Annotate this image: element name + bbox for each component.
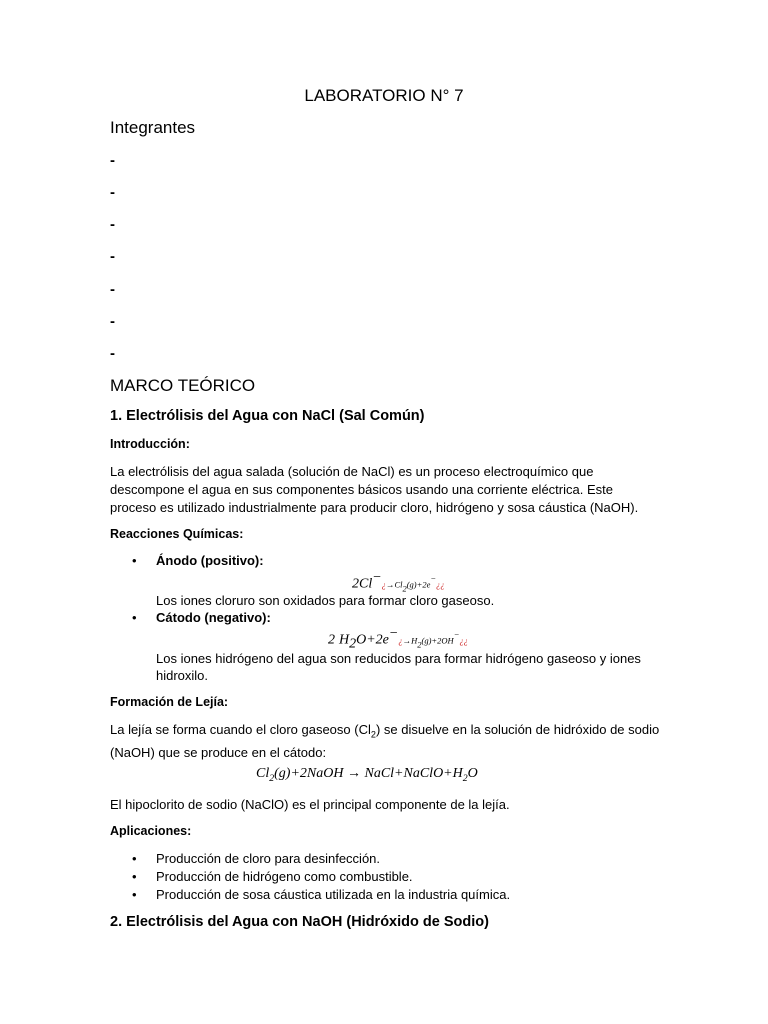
cathode-equation: 2 $H_2O+2e^-¿\to H_2(g)+2OH^-¿¿$ — [328, 626, 468, 652]
marco-teorico-heading: MARCO TEÓRICO — [110, 376, 256, 395]
member-dash: - — [110, 313, 115, 330]
bullet-icon: • — [132, 851, 137, 866]
integrantes-heading: Integrantes — [110, 118, 196, 137]
lejia-heading: Formación de Lejía: — [110, 695, 229, 709]
anode-label: Ánodo (positivo): — [156, 553, 264, 568]
aplicacion-item: Producción de hidrógeno como combustible. — [156, 869, 413, 884]
aplicaciones-heading: Aplicaciones: — [110, 824, 192, 838]
aplicacion-item: Producción de cloro para desinfección. — [156, 851, 381, 866]
member-dash: - — [110, 345, 115, 362]
member-dash: - — [110, 184, 115, 201]
cathode-description: Los iones hidrógeno del agua son reducidos para formar hidrógeno gaseoso y iones hidroxilo. — [156, 651, 641, 683]
lejia-paragraph: La lejía se forma cuando el cloro gaseoso $(Cl_2)$ se disuelve en la solución de hidróxido de sodio (NaOH) que se produce en el cátodo: — [110, 722, 660, 760]
intro-paragraph: La electrólisis del agua salada (solución de NaCl) es un proceso electroquímico que descompone el agua en sus componentes básicos usando una corriente eléctrica. Este proceso es utilizado industrialmente para producir cloro, hidrógeno y sosa cáustica (NaOH). — [110, 464, 639, 515]
lejia-equation: $Cl_2(g)+2NaOH$ → $NaCl+NaClO+H_2O$ — [256, 766, 478, 784]
aplicacion-item: Producción de sosa cáustica utilizada en la industria química. — [156, 887, 511, 902]
bullet-icon: • — [132, 553, 137, 568]
anode-equation: $2Cl^-¿\to Cl_2(g)+2e^-¿¿$ — [352, 570, 445, 594]
bullet-icon: • — [132, 887, 137, 902]
member-dash: - — [110, 248, 115, 265]
member-dash: - — [110, 216, 115, 233]
cathode-label: Cátodo (negativo): — [156, 610, 271, 625]
member-dash: - — [110, 281, 115, 298]
bullet-icon: • — [132, 869, 137, 884]
hipoclorito-paragraph: El hipoclorito de sodio (NaClO) es el principal componente de la lejía. — [110, 797, 510, 812]
section2-heading: 2. Electrólisis del Agua con NaOH (Hidróxido de Sodio) — [110, 914, 489, 930]
section1-heading: 1. Electrólisis del Agua con NaCl (Sal Común) — [110, 408, 425, 424]
intro-heading: Introducción: — [110, 437, 190, 451]
anode-description: Los iones cloruro son oxidados para formar cloro gaseoso. — [156, 593, 495, 608]
reactions-heading: Reacciones Químicas: — [110, 527, 244, 541]
document-title: LABORATORIO N° 7 — [304, 86, 464, 105]
member-dash: - — [110, 152, 115, 169]
bullet-icon: • — [132, 610, 137, 625]
